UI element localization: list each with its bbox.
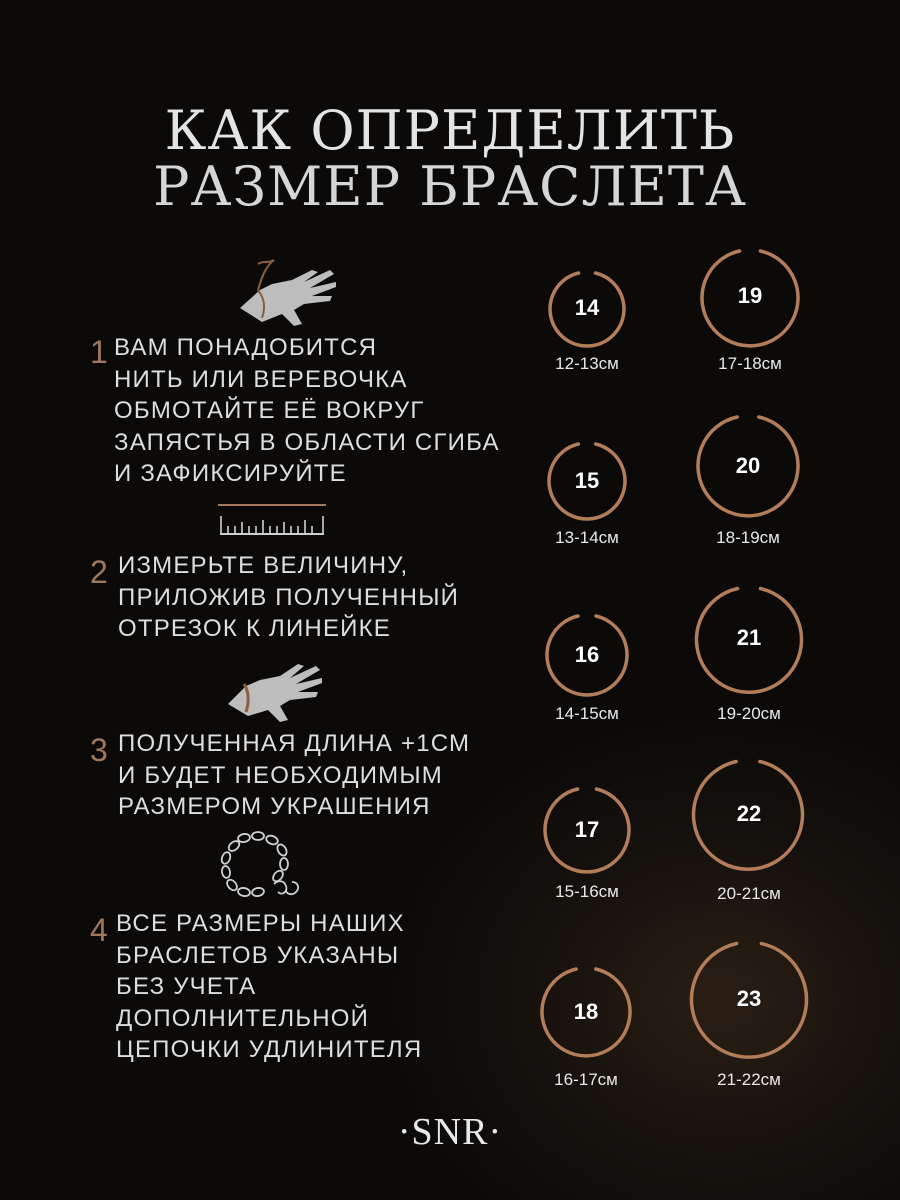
step-3-line: РАЗМЕРОМ УКРАШЕНИЯ <box>118 793 431 820</box>
size-range: 13-14см <box>555 528 619 547</box>
step-3-line: И БУДЕТ НЕОБХОДИМЫМ <box>118 761 443 789</box>
step-1-line: ОБМОТАЙТЕ ЕЁ ВОКРУГ <box>114 397 425 424</box>
step-1-line: НИТЬ ИЛИ ВЕРЕВОЧКА <box>114 365 408 393</box>
size-number: 16 <box>574 642 600 667</box>
size-number: 19 <box>737 283 763 308</box>
size-number: 14 <box>574 295 600 320</box>
step-1-text <box>114 332 500 490</box>
size-range: 19-20см <box>717 704 781 723</box>
step-1-line: И ЗАФИКСИРУЙТЕ <box>114 460 347 487</box>
size-number: 23 <box>736 986 762 1011</box>
step-4-line: БЕЗ УЧЕТА <box>116 973 257 1000</box>
page-title-line-1: КАК ОПРЕДЕЛИТЬ <box>164 99 736 162</box>
size-number: 21 <box>736 625 762 650</box>
step-2-line: ИЗМЕРЬТЕ ВЕЛИЧИНУ, <box>118 552 409 579</box>
step-4-line: ВСЕ РАЗМЕРЫ НАШИХ <box>116 910 405 937</box>
size-number: 18 <box>573 999 599 1024</box>
page-title-line-2: РАЗМЕР БРАСЛЕТА <box>153 155 747 218</box>
step-2-line: ОТРЕЗОК К ЛИНЕЙКЕ <box>118 615 391 642</box>
chain-bracelet-icon <box>214 830 306 902</box>
size-range: 18-19см <box>716 528 780 547</box>
step-3-number: 3 <box>90 732 108 768</box>
size-range: 21-22см <box>717 1070 781 1089</box>
size-range: 14-15см <box>555 704 619 723</box>
size-number: 20 <box>735 453 761 478</box>
step-2-number: 2 <box>90 554 108 590</box>
size-number: 17 <box>574 817 600 842</box>
hand-with-bracelet-icon <box>222 654 328 724</box>
size-range: 15-16см <box>555 882 619 901</box>
step-4-text <box>116 908 422 1066</box>
size-number: 15 <box>574 468 600 493</box>
step-1-line: ЗАПЯСТЬЯ В ОБЛАСТИ СГИБА <box>114 428 500 456</box>
step-4-number: 4 <box>90 912 108 948</box>
step-1-number: 1 <box>90 334 108 370</box>
ruler-icon <box>216 500 328 540</box>
step-4-line: ЦЕПОЧКИ УДЛИНИТЕЛЯ <box>116 1036 423 1063</box>
size-range: 12-13см <box>555 354 619 373</box>
size-number: 22 <box>736 801 762 826</box>
step-1-line: ВАМ ПОНАДОБИТСЯ <box>114 334 378 361</box>
step-4-line: ДОПОЛНИТЕЛЬНОЙ <box>116 1004 370 1032</box>
brand-logo: ·SNR· <box>397 1111 503 1153</box>
size-range: 17-18см <box>718 354 782 373</box>
step-3-text <box>118 728 470 823</box>
hand-with-thread-icon <box>232 256 342 328</box>
step-3-line: ПОЛУЧЕННАЯ ДЛИНА +1СМ <box>118 730 471 757</box>
step-2-text <box>118 550 459 645</box>
step-4-line: БРАСЛЕТОВ УКАЗАНЫ <box>116 941 400 969</box>
size-range: 16-17см <box>554 1070 618 1089</box>
step-2-line: ПРИЛОЖИВ ПОЛУЧЕННЫЙ <box>118 583 460 611</box>
size-range: 20-21см <box>717 884 781 903</box>
